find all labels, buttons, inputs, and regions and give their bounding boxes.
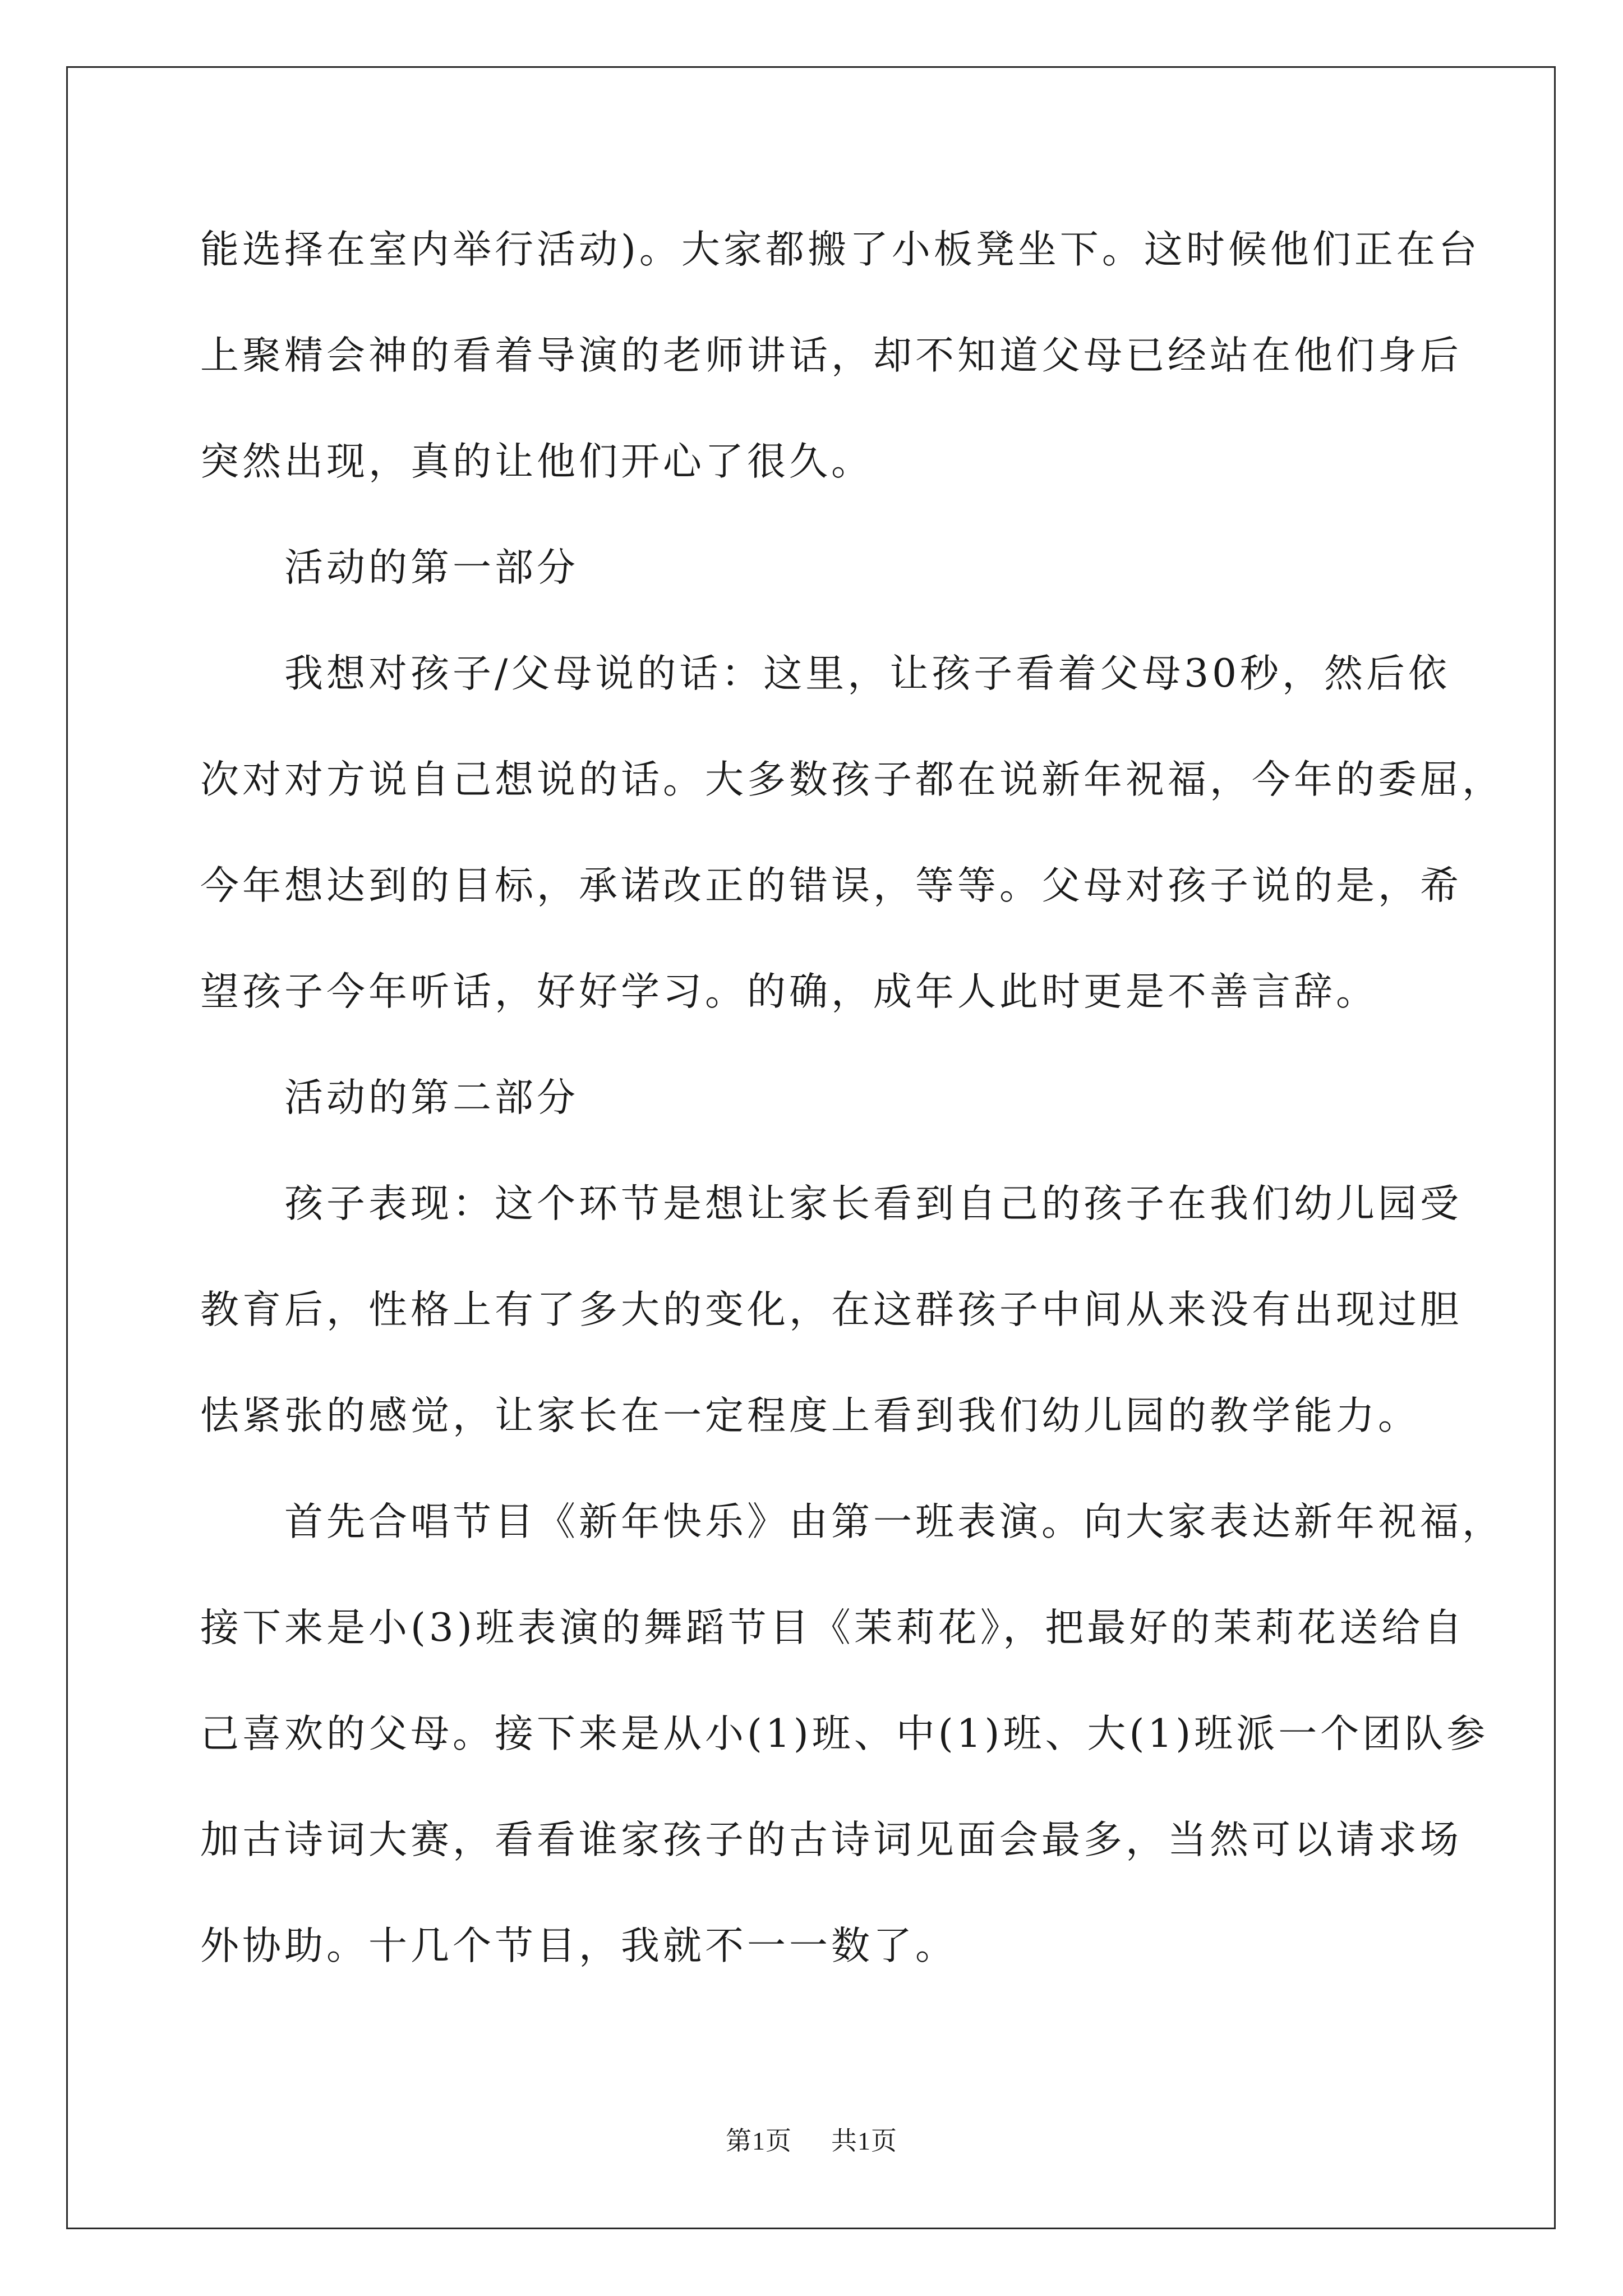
paragraph-line: 我想对孩子/父母说的话：这里，让孩子看着父母30秒，然后依 — [284, 651, 1451, 696]
paragraph-line: 次对对方说自己想说的话。大多数孩子都在说新年祝福，今年的委屈， — [200, 757, 1504, 802]
section-heading: 活动的第一部分 — [284, 545, 579, 590]
paragraph-line: 突然出现，真的让他们开心了很久。 — [200, 439, 873, 484]
paragraph-line: 己喜欢的父母。接下来是从小(1)班、中(1)班、大(1)班派一个团队参 — [200, 1711, 1489, 1756]
paragraph-line: 加古诗词大赛，看看谁家孩子的古诗词见面会最多，当然可以请求场 — [200, 1818, 1462, 1862]
page-number-total: 共1页 — [831, 2127, 897, 2155]
page-number-current: 第1页 — [726, 2127, 792, 2155]
document-body — [200, 216, 1504, 2018]
paragraph-line: 怯紧张的感觉，让家长在一定程度上看到我们幼儿园的教学能力。 — [200, 1393, 1420, 1438]
paragraph-line: 上聚精会神的看着导演的老师讲话，却不知道父母已经站在他们身后 — [200, 333, 1462, 378]
paragraph-line: 教育后，性格上有了多大的变化，在这群孩子中间从来没有出现过胆 — [200, 1287, 1462, 1332]
paragraph-line: 接下来是小(3)班表演的舞蹈节目《茉莉花》，把最好的茉莉花送给自 — [200, 1605, 1466, 1650]
paragraph-line: 孩子表现：这个环节是想让家长看到自己的孩子在我们幼儿园受 — [284, 1181, 1462, 1226]
page-footer — [0, 2120, 1623, 2157]
paragraph-line: 望孩子今年听话，好好学习。的确，成年人此时更是不善言辞。 — [200, 969, 1378, 1014]
paragraph-line: 能选择在室内举行活动)。大家都搬了小板凳坐下。这时候他们正在台 — [200, 227, 1481, 272]
paragraph-line: 首先合唱节目《新年快乐》由第一班表演。向大家表达新年祝福， — [284, 1499, 1504, 1544]
paragraph-line: 今年想达到的目标，承诺改正的错误，等等。父母对孩子说的是，希 — [200, 863, 1462, 908]
paragraph-line: 外协助。十几个节目，我就不一一数了。 — [200, 1924, 957, 1968]
section-heading: 活动的第二部分 — [284, 1075, 579, 1120]
